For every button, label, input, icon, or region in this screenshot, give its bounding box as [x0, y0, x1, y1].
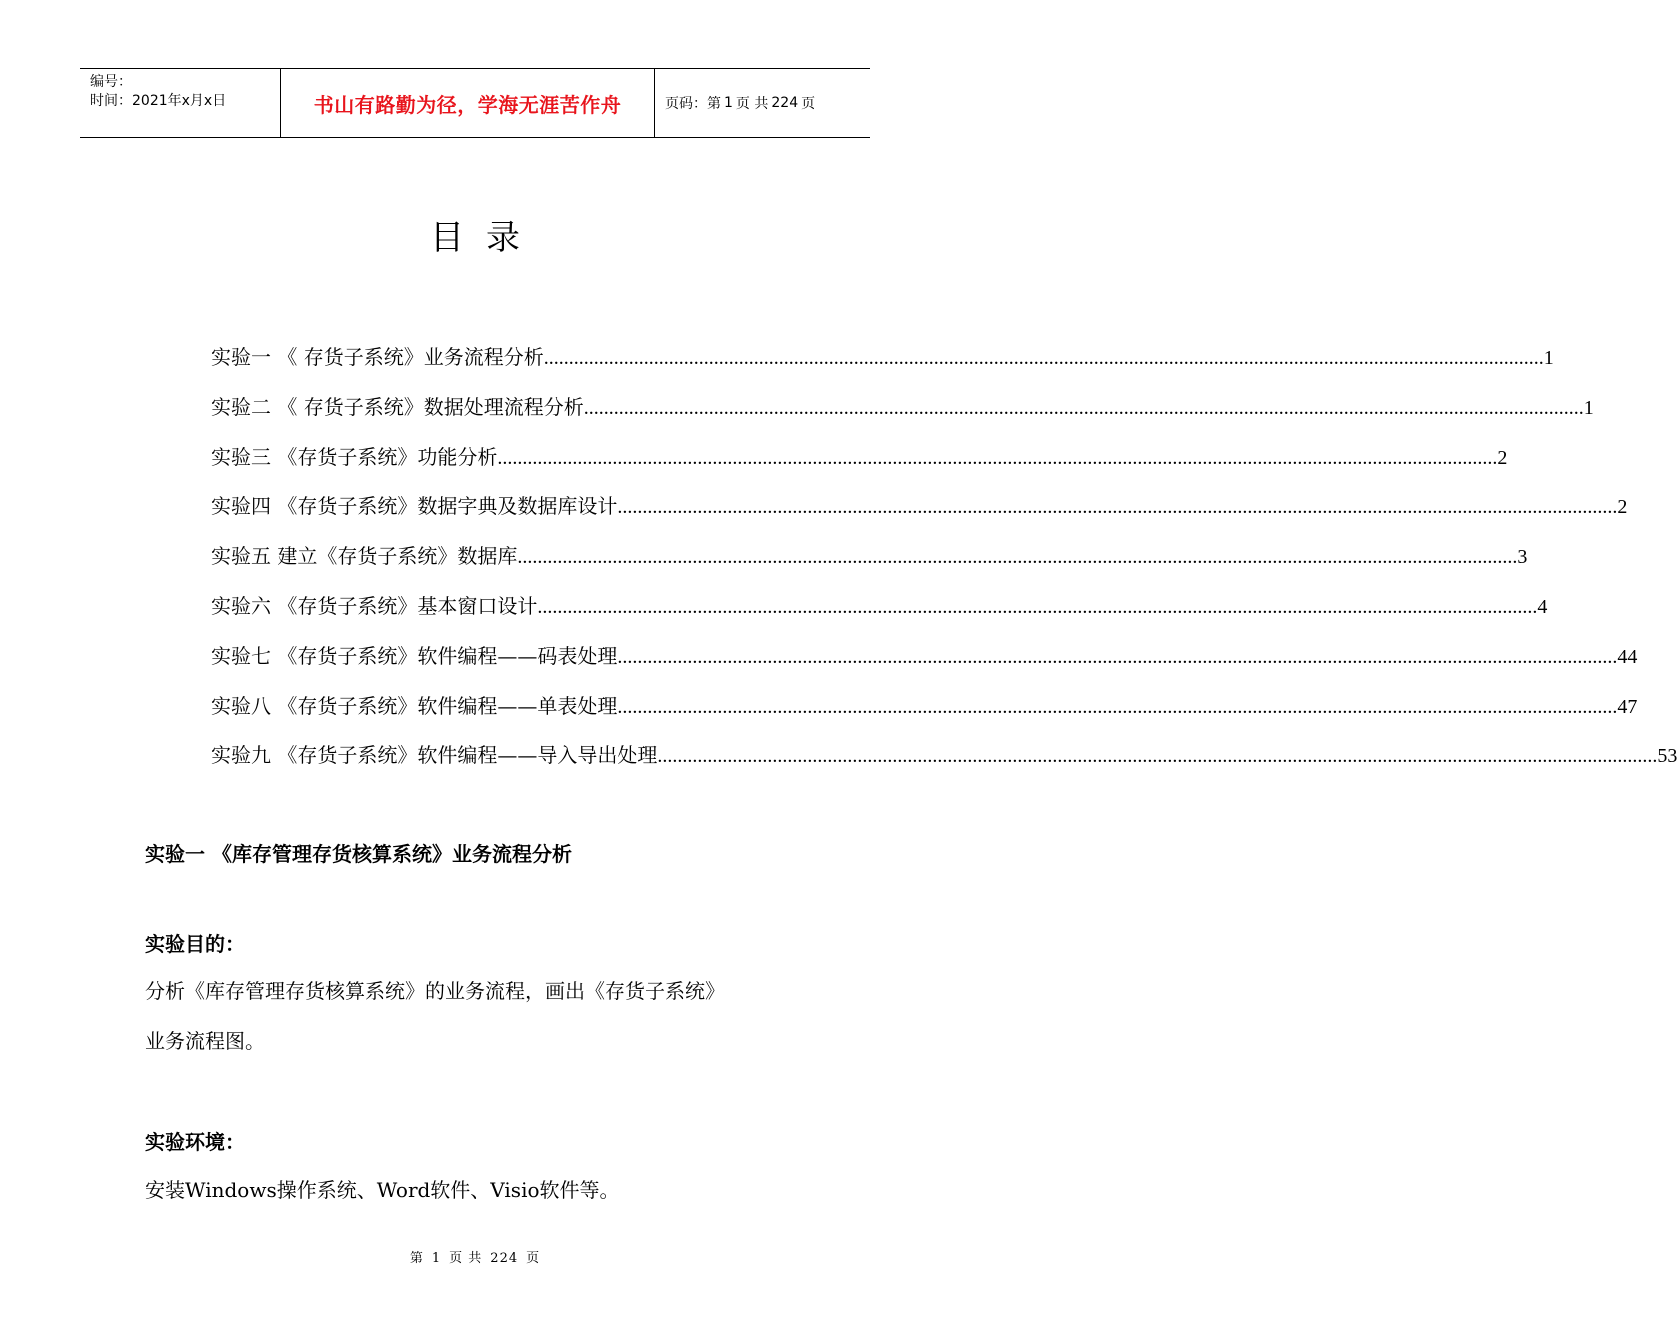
- toc-item[interactable]: [211, 490, 1628, 540]
- purpose-heading: 实验目的：: [145, 932, 245, 956]
- toc-item[interactable]: [211, 391, 1594, 441]
- footer-suffix: 页: [526, 1251, 541, 1266]
- footer-total: 224: [490, 1251, 519, 1266]
- header-motto: 书山有路勤为径，学海无涯苦作舟: [281, 69, 655, 137]
- toc-item-page: 3: [1517, 546, 1528, 569]
- toc-item-label: 实验八 《存货子系统》软件编程——单表处理: [211, 693, 618, 718]
- toc-item[interactable]: [211, 690, 1638, 740]
- toc-item-page: 2: [1497, 446, 1508, 469]
- page-footer: [0, 1247, 950, 1266]
- section-heading: 实验一 《库存管理存货核算系统》业务流程分析: [145, 842, 572, 866]
- header-page-total: 224: [771, 95, 799, 111]
- toc-item[interactable]: [211, 441, 1508, 491]
- toc-item-page: 2: [1617, 496, 1628, 519]
- toc-item-label: 实验六 《存货子系统》基本窗口设计: [211, 593, 538, 618]
- toc-item-page: 47: [1617, 695, 1638, 718]
- document-number-label: 编号：: [90, 74, 132, 90]
- purpose-line: 分析《库存管理存货核算系统》的业务流程，画出《存货子系统》: [145, 979, 725, 1003]
- toc-item-label: 实验五 建立《存货子系统》数据库: [211, 544, 518, 569]
- document-time: 时间：2021年x月x日: [90, 93, 227, 109]
- toc-item-label: 实验九 《存货子系统》软件编程——导入导出处理: [211, 743, 658, 768]
- toc-leader-dots: ........................................................................................................................................................................................................: [583, 396, 1584, 419]
- toc-item-label: 实验四 《存货子系统》数据字典及数据库设计: [211, 494, 618, 519]
- toc-item[interactable]: [211, 640, 1638, 690]
- table-of-contents: [211, 341, 1677, 789]
- footer-prefix: 第: [409, 1251, 424, 1266]
- toc-item-label: 实验二 《 存货子系统》数据处理流程分析: [211, 394, 584, 419]
- footer-middle: 页 共: [449, 1251, 483, 1266]
- toc-leader-dots: ........................................................................................................................................................................................................: [497, 446, 1498, 469]
- header-meta: [80, 69, 281, 137]
- toc-item-page: 44: [1617, 645, 1638, 668]
- toc-leader-dots: ........................................................................................................................................................................................................: [657, 745, 1658, 768]
- toc-item-page: 1: [1543, 347, 1554, 369]
- environment-text: 安装Windows操作系统、Word软件、Visio软件等。: [145, 1178, 620, 1202]
- header-page-suffix: 页: [801, 96, 816, 112]
- toc-item[interactable]: [211, 739, 1677, 789]
- toc-item[interactable]: [211, 540, 1528, 590]
- toc-item-page: 1: [1583, 396, 1594, 419]
- purpose-line: 业务流程图。: [145, 1029, 265, 1053]
- toc-leader-dots: ........................................................................................................................................................................................................: [617, 645, 1618, 668]
- toc-item[interactable]: [211, 590, 1548, 640]
- toc-leader-dots: ........................................................................................................................................................................................................: [617, 496, 1618, 519]
- header-page-info: [655, 69, 870, 137]
- toc-item-label: 实验三 《存货子系统》功能分析: [211, 444, 498, 469]
- toc-leader-dots: ........................................................................................................................................................................................................: [517, 546, 1518, 569]
- toc-leader-dots: ........................................................................................................................................................................................................: [537, 595, 1538, 618]
- header-page-current: 1: [724, 95, 733, 111]
- toc-leader-dots: ........................................................................................................................................................................................................: [543, 347, 1544, 369]
- toc-item[interactable]: [211, 341, 1554, 391]
- page-header: [80, 68, 870, 138]
- footer-current: 1: [431, 1251, 442, 1266]
- toc-item-label: 实验七 《存货子系统》软件编程——码表处理: [211, 643, 618, 668]
- header-page-middle: 页 共: [735, 96, 769, 112]
- toc-item-label: 实验一 《 存货子系统》业务流程分析: [211, 345, 544, 369]
- toc-title: 目录: [430, 218, 542, 258]
- toc-item-page: 53: [1657, 745, 1677, 768]
- environment-heading: 实验环境：: [145, 1130, 245, 1154]
- toc-item-page: 4: [1537, 595, 1548, 618]
- header-page-prefix: 页码：第: [665, 96, 721, 112]
- toc-leader-dots: ........................................................................................................................................................................................................: [617, 695, 1618, 718]
- purpose-text: [145, 966, 825, 1066]
